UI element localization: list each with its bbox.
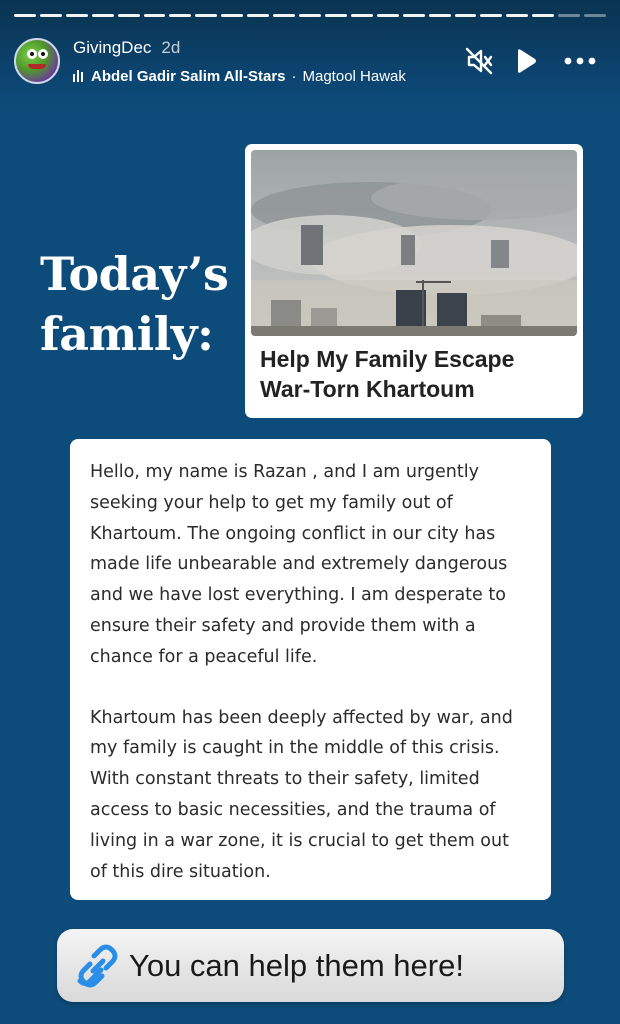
progress-segment: [92, 14, 114, 17]
todays-family-headline: [40, 244, 250, 364]
profile-avatar[interactable]: [14, 38, 60, 84]
audio-bars-icon: [73, 70, 83, 82]
speaker-muted-icon[interactable]: [464, 46, 494, 76]
progress-segment: [558, 14, 580, 17]
progress-segment: [455, 14, 477, 17]
progress-segment: [506, 14, 528, 17]
link-icon: [75, 943, 121, 989]
progress-segment: [403, 14, 425, 17]
music-attribution[interactable]: [73, 65, 458, 87]
campaign-photo-smoke-over-city: [251, 150, 577, 336]
progress-segment: [429, 14, 451, 17]
link-sticker-label: You can help them here!: [129, 947, 464, 983]
post-time: 2d: [161, 38, 181, 57]
separator: ·: [291, 67, 297, 85]
story-text-card: [70, 439, 551, 900]
donation-link-sticker[interactable]: [57, 929, 564, 1002]
user-line: [73, 38, 180, 60]
progress-segment: [195, 14, 217, 17]
campaign-card[interactable]: [245, 144, 583, 418]
more-horizontal-icon[interactable]: [562, 46, 598, 76]
progress-segment: [66, 14, 88, 17]
username[interactable]: GivingDec: [73, 38, 152, 57]
progress-segment: [377, 14, 399, 17]
progress-segment: [169, 14, 191, 17]
progress-segment: [118, 14, 140, 17]
progress-segment: [584, 14, 606, 17]
story-header: [14, 38, 606, 88]
song-title: Abdel Gadir Salim All-Stars: [91, 67, 286, 85]
story-progress-bar: [14, 14, 606, 17]
progress-segment: [247, 14, 269, 17]
progress-segment: [40, 14, 62, 17]
progress-segment: [325, 14, 347, 17]
headline-line-1: Today’s: [40, 247, 229, 301]
story-paragraph-1: Hello, my name is Razan , and I am urgently seeking your help to get my family out of Khartoum. The ongoing conflict in our city has made life unbearable and extremely dangerous and we have lost everything. I am desperate to ensure their safety and provide them with a chance for a peaceful life.: [90, 462, 508, 667]
progress-segment: [351, 14, 373, 17]
progress-segment: [273, 14, 295, 17]
progress-segment: [299, 14, 321, 17]
progress-segment: [144, 14, 166, 17]
campaign-title[interactable]: Help My Family Escape War-Torn Khartoum: [260, 346, 515, 402]
headline-line-2: family:: [40, 307, 214, 361]
progress-segment: [480, 14, 502, 17]
progress-segment: [532, 14, 554, 17]
story-paragraph-2: Khartoum has been deeply affected by war, and my family is caught in the middle of this crisis. With constant threats to their safety, limited access to basic necessities, and the trauma of living in a war zone, it is crucial to get them out of this dire situation.: [90, 707, 513, 882]
progress-segment: [221, 14, 243, 17]
progress-segment: [14, 14, 36, 17]
play-icon[interactable]: [514, 46, 540, 76]
song-artist: Magtool Hawak: [302, 67, 406, 85]
